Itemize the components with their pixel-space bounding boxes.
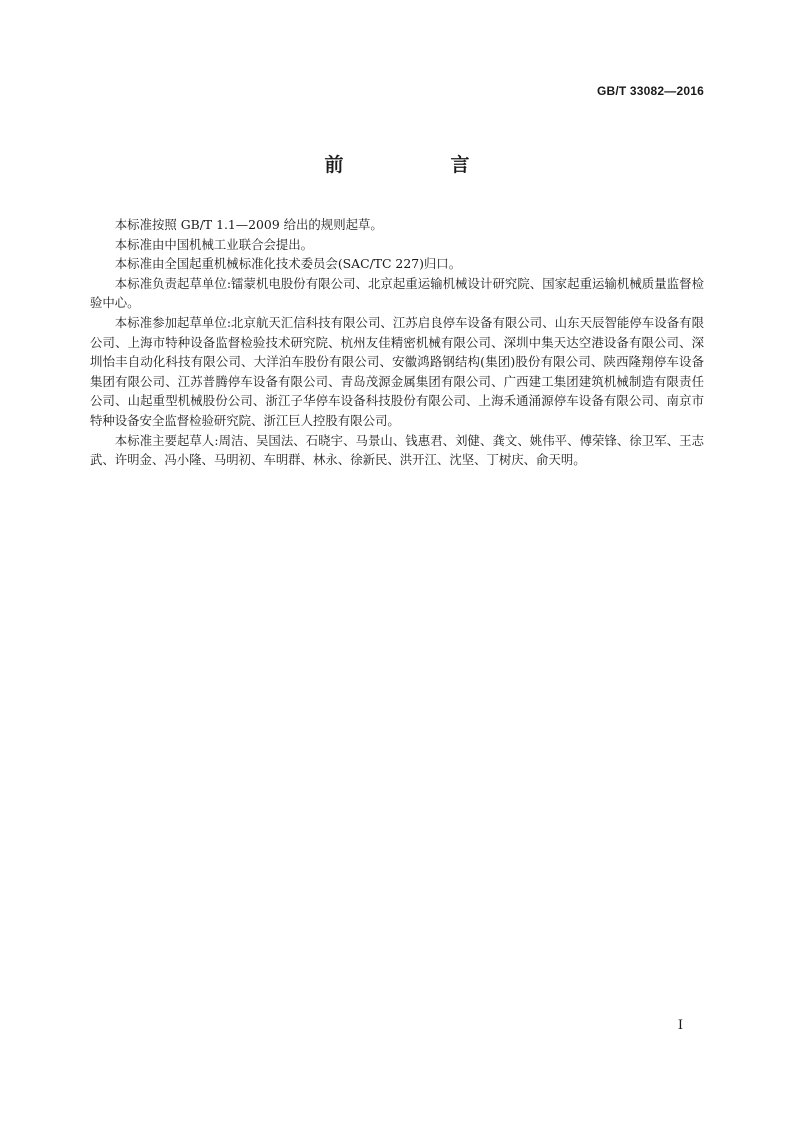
foreword-body [90,215,704,470]
paragraph-administrator: 本标准由全国起重机械标准化技术委员会(SAC/TC 227)归口。 [114,256,462,272]
paragraph-main-authors: 本标准主要起草人:周洁、吴国法、石晓宇、马景山、钱惠君、刘健、龚文、姚伟平、傅荣锋、徐卫军、王志武、许明金、冯小隆、马明初、车明群、林永、徐新民、洪开江、沈坚、丁树庆、俞天明。 [90,432,704,468]
standard-number: GB/T 33082—2016 [596,84,704,98]
paragraph-lead-drafters: 本标准负责起草单位:镭蒙机电股份有限公司、北京起重运输机械设计研究院、国家起重运输机械质量监督检验中心。 [90,275,704,311]
paragraph-participating-drafters: 本标准参加起草单位:北京航天汇信科技有限公司、江苏启良停车设备有限公司、山东天辰智能停车设备有限公司、上海市特种设备监督检验技术研究院、杭州友佳精密机械有限公司、深圳中集天达空港设备有限公司、深圳怡丰自动化科技有限公司、大洋泊车股份有限公司、安徽鸿路钢结构(集团)股份有限公司、陕西隆翔停车设备集团有限公司、江苏普腾停车设备有限公司、青岛茂源金属集团有限公司、广西建工集团建筑机械制造有限责任公司、山起重型机械股份公司、浙江子华停车设备科技股份有限公司、上海禾通涌源停车设备有限公司、南京市特种设备安全监督检验研究院、浙江巨人控股有限公司。 [90,314,704,428]
paragraph-drafting-rules: 本标准按照 GB/T 1.1—2009 给出的规则起草。 [114,217,383,232]
paragraph-proposer: 本标准由中国机械工业联合会提出。 [114,236,314,252]
page-number: I [677,1018,683,1033]
page-title: 前 言 [324,154,514,176]
